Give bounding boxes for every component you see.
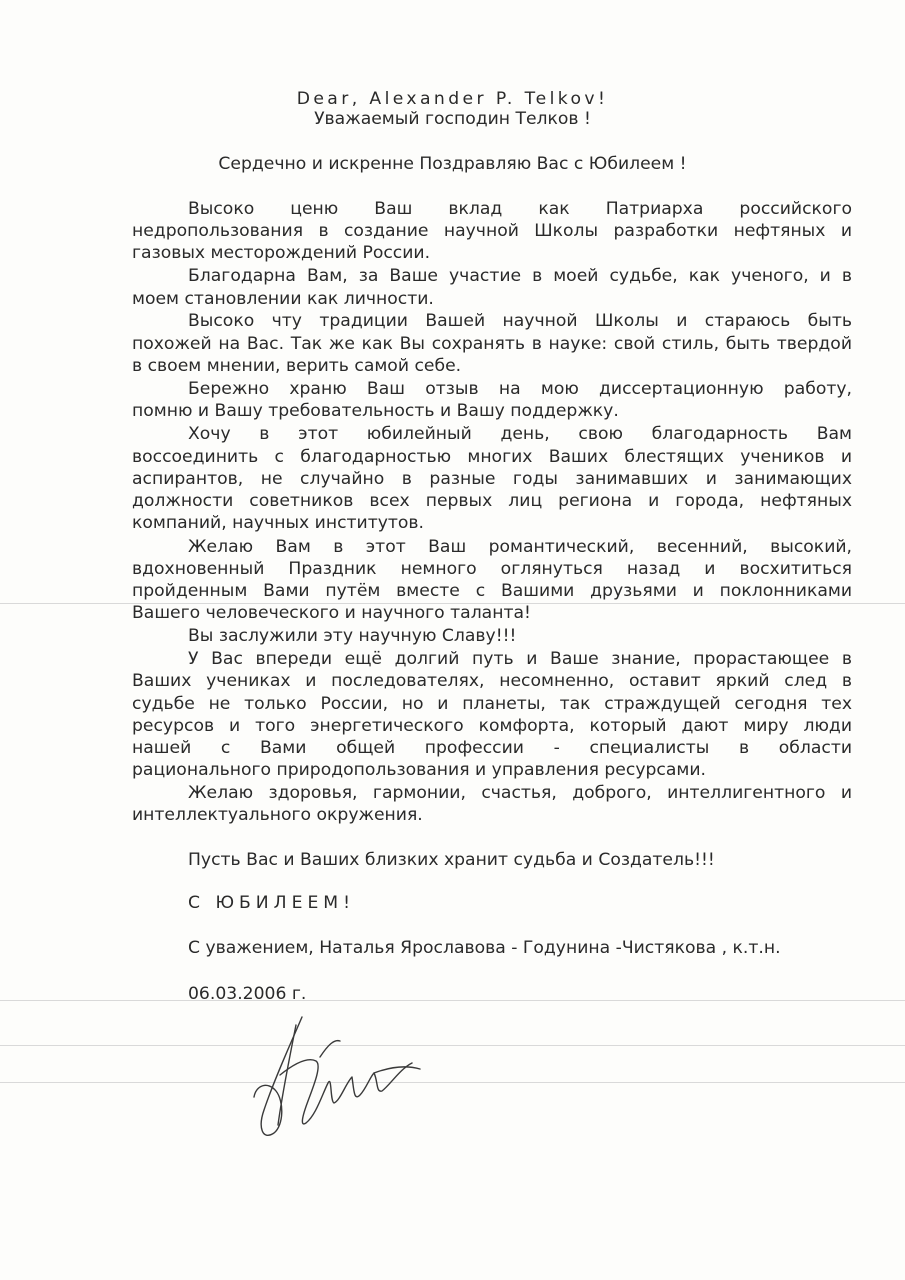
text-line: Желаю Вам в этот Ваш романтический, весенний, высокий, (188, 537, 852, 557)
text-line: судьбе не только России, но и планеты, так страждущей сегодня тех (132, 694, 852, 714)
text-line: похожей на Вас. Так же как Вы сохранять в науке: свой стиль, быть твердой (132, 334, 852, 354)
text-line: аспирантов, не случайно в разные годы занимавших и занимающих (132, 469, 852, 489)
paper-fold-line (0, 1045, 905, 1046)
text-line: Вы заслужили эту научную Славу!!! (188, 626, 517, 646)
text-line: в своем мнении, верить самой себе. (132, 356, 462, 376)
text-line: Высоко ценю Ваш вклад как Патриарха российского (188, 199, 852, 219)
text-line: Высоко чту традиции Вашей научной Школы и стараюсь быть (188, 311, 852, 331)
text-line: Желаю здоровья, гармонии, счастья, доброго, интеллигентного и (188, 783, 852, 803)
text-line: интеллектуального окружения. (132, 805, 423, 825)
regards-line: С уважением, Наталья Ярославова - Годунина -Чистякова , к.т.н. (188, 938, 781, 958)
letter-subtitle: Сердечно и искренне Поздравляю Вас с Юбилеем ! (218, 154, 687, 174)
text-line: Хочу в этот юбилейный день, свою благодарность Вам (188, 424, 852, 444)
text-line: У Вас впереди ещё долгий путь и Ваше знание, прорастающее в (188, 649, 852, 669)
text-line: рационального природопользования и управления ресурсами. (132, 760, 706, 780)
greeting-english: Dear, Alexander P. Telkov! (296, 89, 609, 109)
text-line: помню и Вашу требовательность и Вашу поддержку. (132, 401, 619, 421)
paper-fold-line (0, 1082, 905, 1083)
text-line: вдохновенный Праздник немного оглянуться назад и восхититься (132, 559, 852, 579)
text-line: компаний, научных институтов. (132, 513, 425, 533)
letter-date: 06.03.2006 г. (188, 984, 307, 1004)
text-line: нашей с Вами общей профессии - специалисты в области (132, 738, 852, 758)
text-line: Бережно храню Ваш отзыв на мою диссертационную работу, (188, 379, 852, 399)
text-line: Вашего человеческого и научного таланта! (132, 603, 531, 623)
text-line: должности советников всех первых лиц региона и города, нефтяных (132, 491, 852, 511)
handwritten-signature-icon (250, 1005, 430, 1155)
closing-wish: Пусть Вас и Ваших близких хранит судьба и Создатель!!! (188, 850, 715, 870)
text-line: пройденным Вами путём вместе с Вашими друзьями и поклонниками (132, 581, 852, 601)
greeting-russian: Уважаемый господин Телков ! (314, 109, 591, 129)
text-line: Ваших учениках и последователях, несомненно, оставит яркий след в (132, 671, 852, 691)
text-line: недропользования в создание научной Школы разработки нефтяных и (132, 221, 852, 241)
text-line: моем становлении как личности. (132, 289, 434, 309)
text-line: ресурсов и того энергетического комфорта, который дают миру люди (132, 716, 852, 736)
paper-fold-line (0, 1000, 905, 1001)
text-line: Благодарна Вам, за Ваше участие в моей судьбе, как ученого, и в (188, 266, 852, 286)
text-line: воссоединить с благодарностью многих Ваших блестящих учеников и (132, 447, 852, 467)
jubilee-line: С ЮБИЛЕЕМ! (188, 893, 356, 913)
text-line: газовых месторождений России. (132, 243, 431, 263)
